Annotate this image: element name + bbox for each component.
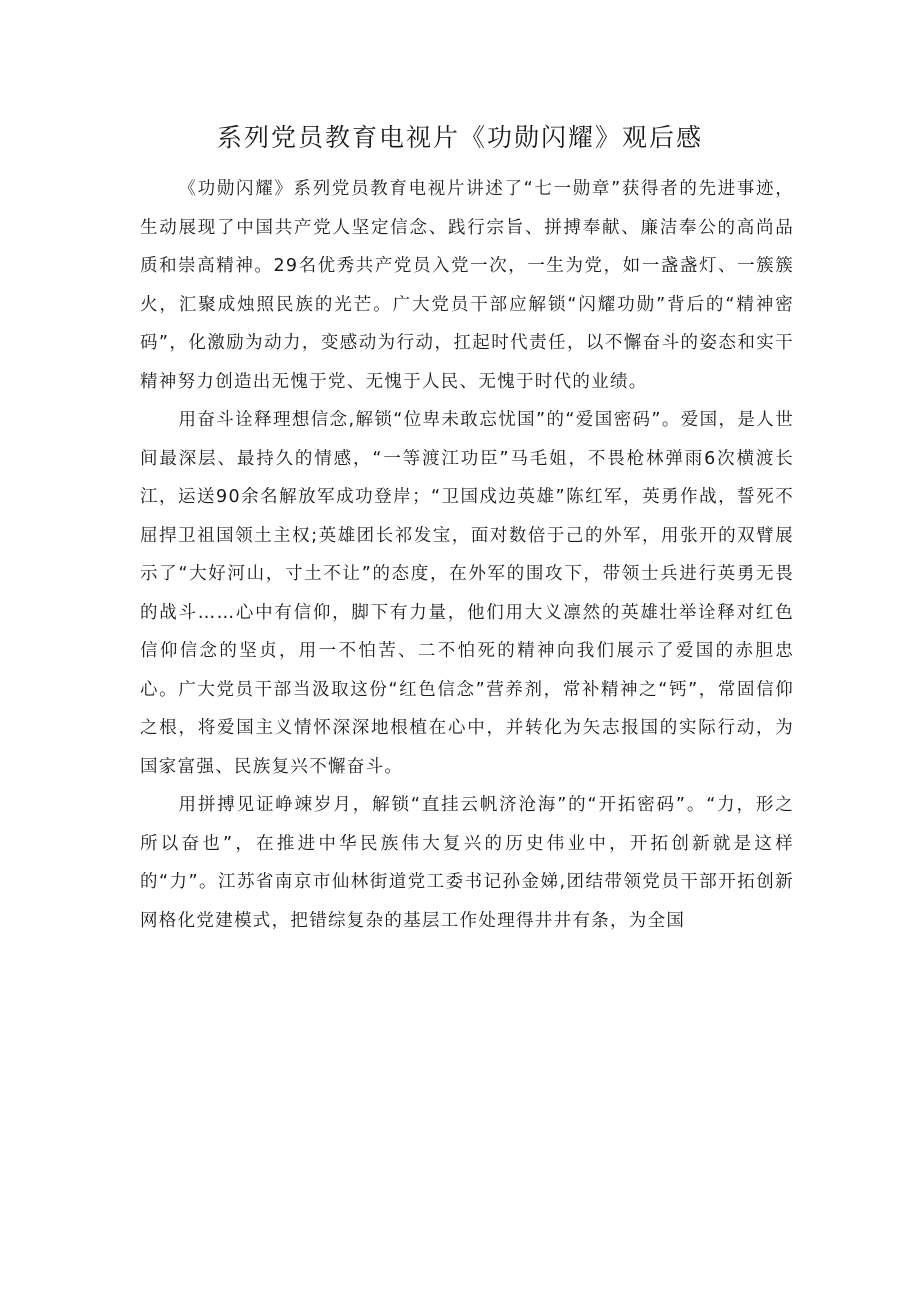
document-body [140, 170, 794, 940]
document-title: 系列党员教育电视片《功勋闪耀》观后感 [216, 123, 703, 152]
paragraph-pioneering: 用拼搏见证峥竦岁月，解锁“直挂云帆济沧海”的“开拓密码”。“力，形之所以奋也”，在推进中华民族伟大复兴的历史伟业中，开拓创新就是这样的“力”。江苏省南京市仙林街道党工委书记孙金娣,团结带领党员干部开拓创新网格化党建模式，把错综复杂的基层工作处理得井井有条，为全国 [140, 795, 794, 931]
paragraph-intro: 《功勋闪耀》系列党员教育电视片讲述了“七一勋章”获得者的先进事迹，生动展现了中国共产党人坚定信念、践行宗旨、拼搏奉献、廉洁奉公的高尚品质和崇高精神。29名优秀共产党员入党一次，一生为党，如一盏盏灯、一簇簇火，汇聚成烛照民族的光芒。广大党员干部应解锁“闪耀功勋”背后的“精神密码”，化激励为动力，变感动为行动，扛起时代责任，以不懈奋斗的姿态和实干精神努力创造出无愧于党、无愧于人民、无愧于时代的业绩。 [140, 179, 794, 392]
paragraph-patriotism: 用奋斗诠释理想信念,解锁“位卑未敢忘忧国”的“爱国密码”。爱国，是人世间最深层、最持久的情感，“一等渡江功臣”马毛姐，不畏枪林弹雨6次横渡长江，运送90余名解放军成功登岸；“卫国戍边英雄”陈红军，英勇作战，誓死不屈捍卫祖国领土主权;英雄团长祁发宝，面对数倍于己的外军，用张开的双臂展示了“大好河山，寸土不让”的态度，在外军的围攻下，带领士兵进行英勇无畏的战斗……心中有信仰，脚下有力量，他们用大义凛然的英雄壮举诠释对红色信仰信念的坚贞，用一不怕苦、二不怕死的精神向我们展示了爱国的赤胆忠心。广大党员干部当汲取这份“红色信念”营养剂，常补精神之“钙”，常固信仰之根，将爱国主义情怀深深地根植在心中，并转化为矢志报国的实际行动，为国家富强、民族复兴不懈奋斗。 [140, 410, 794, 777]
